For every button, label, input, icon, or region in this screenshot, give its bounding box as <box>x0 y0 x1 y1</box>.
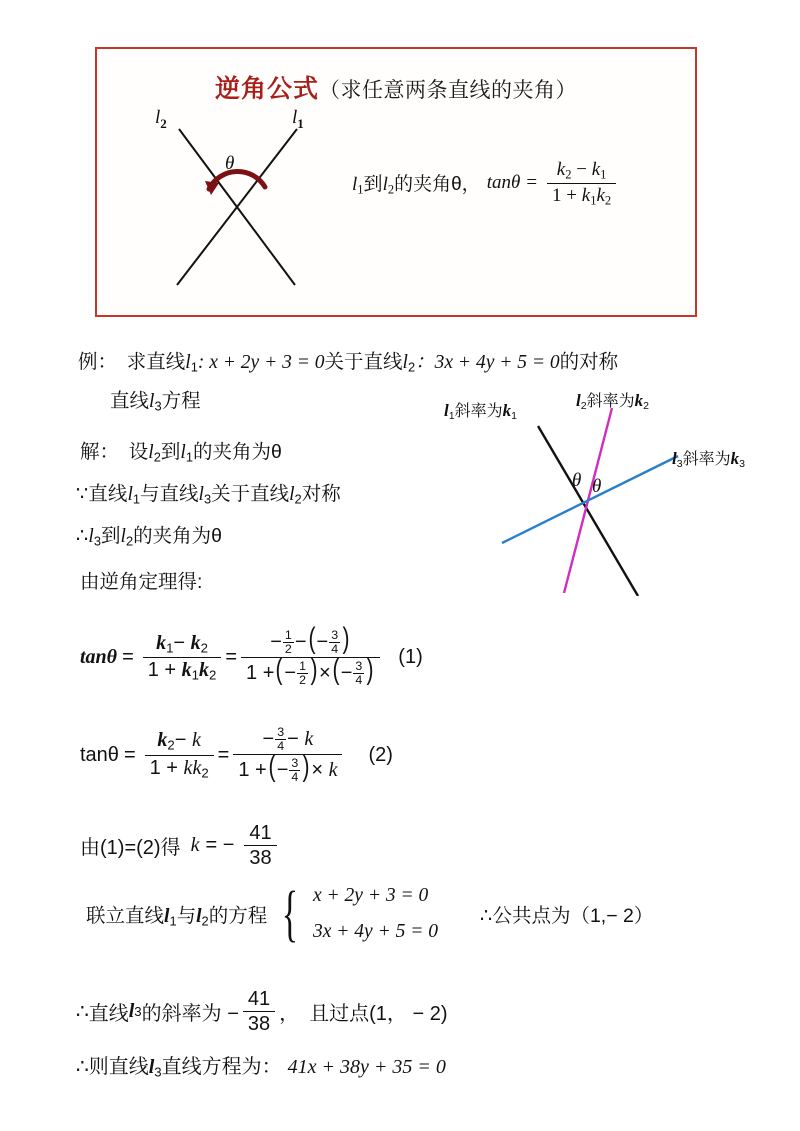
solution-step-2: ∵直线$l_1$与直线$l_3$关于直线$l_2$对称 <box>76 483 341 507</box>
system-equation-1: x + 2y + 3 = 0 <box>312 885 429 906</box>
system-equation-2: 3x + 4y + 5 = 0 <box>312 921 439 942</box>
diagram-label-l1: $l_1$ <box>292 107 304 131</box>
k-fraction: $\frac{41}{38}$ <box>244 822 276 870</box>
right-label-l1: $l_1$斜率为$k_1$ <box>444 401 517 422</box>
problem-line-1: 例： 求直线$l_1$: x + 2y + 3 = 0关于直线$l_2$：3x + 4y + 5 = 0的对称 <box>78 351 619 375</box>
slope-point: ， 且过点(1， − 2) <box>279 1003 448 1026</box>
final-equation: 41x + 38y + 35 = 0 <box>287 1056 446 1078</box>
slope-therefore: ∴ <box>76 1001 89 1024</box>
eq1-equals: = <box>122 646 134 669</box>
formula-lead: $l_1$到$l_2$的夹角θ， <box>352 173 481 197</box>
formula-box-title <box>97 69 695 105</box>
equation-2 <box>80 726 393 784</box>
k-result-lead: 由(1)=(2)得 <box>80 837 181 860</box>
system-lead: 联立直线$l_1$与$l_2$的方程 <box>86 904 268 929</box>
eq2-tag: (2) <box>368 743 393 766</box>
final-answer-line: ∴则直线$l_3$直线方程为： 41x + 38y + 35 = 0 <box>76 1056 446 1080</box>
angle-arc <box>209 171 265 189</box>
eq2-equals-2: = <box>217 743 230 766</box>
slope-conclusion-line: ∴ 直线 l 3 的斜率为 − $\frac{41}{38}$ ， 且过点(1， − 2) <box>76 988 448 1036</box>
equation-1 <box>80 622 423 688</box>
formula-box <box>95 47 697 317</box>
system-of-equations <box>86 879 654 948</box>
eq1-tag: (1) <box>398 646 423 669</box>
eq2-equals: = <box>123 743 136 766</box>
symmetry-diagram <box>440 388 792 596</box>
solution-step-4: 由逆角定理得: <box>80 571 203 593</box>
eq1-right-fraction: − $\frac{1}{2}$ −(− $\frac{3}{4}$ ) 1 +(− $\frac{1}{2}$ )×(− $\frac{3}{4}$ ) <box>241 628 380 687</box>
eq2-tan: tanθ <box>80 743 119 766</box>
formula-numerator: $k_2 - k_1$ <box>556 159 607 182</box>
eq1-left-fraction: $\frac{k_1- k_2}{1 + k_1k_2}$ <box>143 632 222 684</box>
solution-step-1: 解： 设$l_2$到$l_1$的夹角为θ <box>80 441 282 465</box>
title-main: 逆角公式 <box>214 75 319 103</box>
formula-equals: = <box>526 172 538 194</box>
formula-denominator: $1 + k_1k_2$ <box>547 183 616 208</box>
problem-line-2: 直线$l_3$方程 <box>110 390 201 414</box>
slope-fraction: $\frac{41}{38}$ <box>243 988 275 1036</box>
formula-fraction <box>547 159 616 207</box>
system-equations <box>313 885 438 943</box>
diagram-label-theta: θ <box>225 153 235 174</box>
k-symbol: k <box>190 834 200 857</box>
k-result-line <box>80 822 281 870</box>
angle-diagram-svg <box>137 107 357 307</box>
solution-step-3: $\therefore l_3$到$l_2$的夹角为θ <box>76 525 222 549</box>
line-l1-stroke <box>177 129 297 285</box>
diagram-line-l1 <box>538 426 638 596</box>
right-theta-left: θ <box>572 470 582 491</box>
eq2-right-fraction: − $\frac{3}{4}$ − k 1 +(− $\frac{3}{4}$ )× k <box>233 726 342 784</box>
angle-formula <box>352 159 620 207</box>
right-label-l3: $l_3$斜率为$k_3$ <box>672 449 745 470</box>
right-label-l2: $l_2$斜率为$k_2$ <box>576 391 649 412</box>
right-theta-right: θ <box>592 476 602 497</box>
eq2-left-fraction: $\frac{k_2- k}{1 + kk_2}$ <box>145 729 214 781</box>
system-brace: { <box>281 879 299 948</box>
formula-tan: tanθ <box>486 172 521 194</box>
title-subtitle: （求任意两条直线的夹角） <box>319 79 577 102</box>
eq1-equals-2: = <box>225 646 238 669</box>
eq1-tan: tanθ <box>80 646 118 669</box>
angle-diagram <box>137 107 357 307</box>
k-equals: = − <box>205 834 235 857</box>
diagram-line-l3 <box>502 456 678 543</box>
diagram-label-l2: $l_2$ <box>155 107 167 131</box>
system-result: ∴公共点为（1,− 2） <box>480 905 654 927</box>
